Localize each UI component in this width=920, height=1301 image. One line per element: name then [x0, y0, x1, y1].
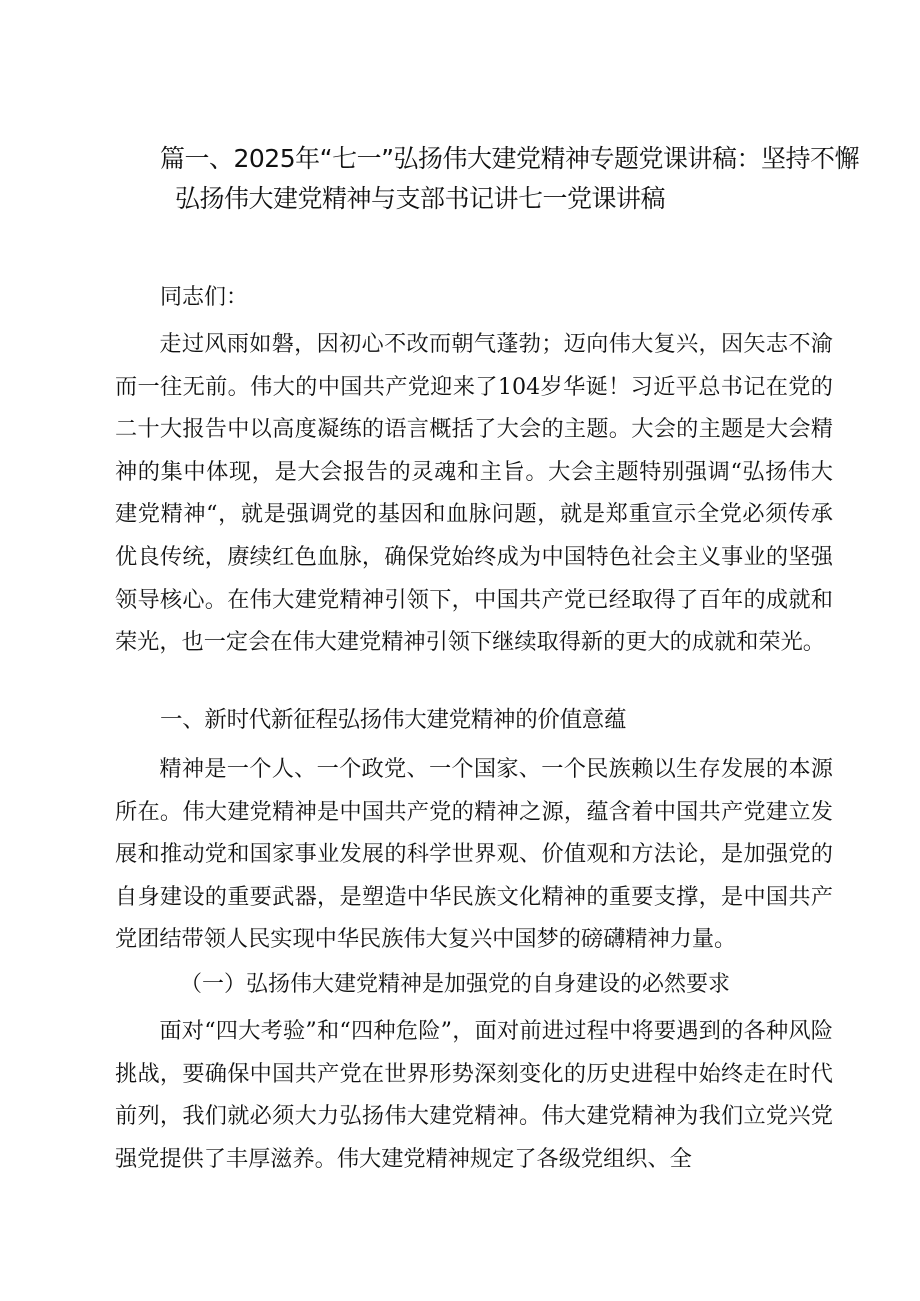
paragraph-requirement: 面对“四大考验”和“四种危险”，面对前进过程中将要遇到的各种风险挑战，要确保中国共产党在世界形势深刻变化的历史进程中始终走在时代前列，我们就必须大力弘扬伟大建党精神。伟大建党精神为我们立党兴党强党提供了丰厚滋养。伟大建党精神规定了各级党组织、全 [115, 1018, 833, 1172]
document-title-line-1: 篇一、2025年“七一”弘扬伟大建党精神专题党课讲稿：坚持不懈 [160, 144, 860, 173]
section-heading-1: 一、新时代新征程弘扬伟大建党精神的价值意蕴 [160, 707, 627, 733]
salutation: 同志们： [160, 285, 249, 310]
paragraph-intro: 走过风雨如磐，因初心不改而朝气蓬勃；迈向伟大复兴，因矢志不渝而一往无前。伟大的中国共产党迎来了104岁华诞！习近平总书记在党的二十大报告中以高度凝练的语言概括了大会的主题。大会的主题是大会精神的集中体现，是大会报告的灵魂和主旨。大会主题特别强调“弘扬伟大建党精神“，就是强调党的基因和血脉问题，就是郑重宣示全党必须传承优良传统，赓续红色血脉，确保党始终成为中国特色社会主义事业的坚强领导核心。在伟大建党精神引领下，中国共产党已经取得了百年的成就和荣光，也一定会在伟大建党精神引领下继续取得新的更大的成就和荣光。 [115, 331, 833, 656]
document-title-line-2: 弘扬伟大建党精神与支部书记讲七一党课讲稿 [175, 184, 666, 213]
subsection-heading-1: （一）弘扬伟大建党精神是加强党的自身建设的必然要求 [180, 972, 731, 997]
paragraph-value: 精神是一个人、一个政党、一个国家、一个民族赖以生存发展的本源所在。伟大建党精神是中国共产党的精神之源，蕴含着中国共产党建立发展和推动党和国家事业发展的科学世界观、价值观和方法论，是加强党的自身建设的重要武器，是塑造中华民族文化精神的重要支撑，是中国共产党团结带领人民实现中华民族伟大复兴中国梦的磅礴精神力量。 [115, 756, 833, 953]
